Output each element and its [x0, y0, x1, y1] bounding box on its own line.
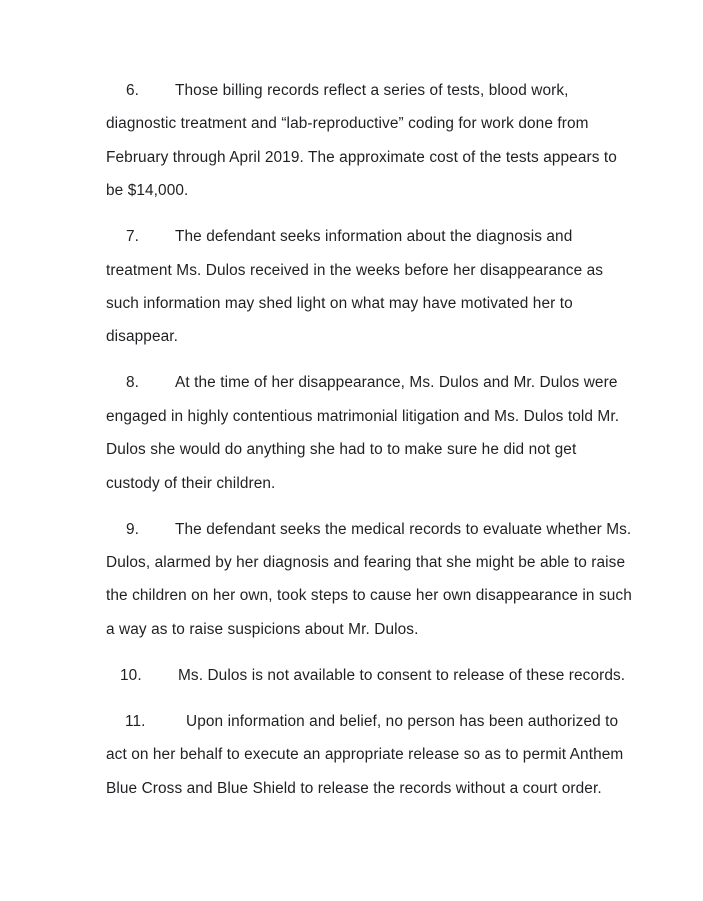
list-paragraph [106, 705, 634, 805]
paragraph-text: Upon information and belief, no person has been authorized to act on her behalf to execute an appropriate release so as to permit Anthem Blue Cross and Blue Shield to release the records without a court order. [106, 712, 624, 797]
paragraph-text: The defendant seeks the medical records to evaluate whether Ms. Dulos, alarmed by her diagnosis and fearing that she might be able to raise the children on her own, took steps to cause her own disappearance in such a way as to raise suspicions about Mr. Dulos. [106, 520, 632, 638]
list-paragraph [106, 513, 634, 647]
paragraph-number: 9. [126, 520, 140, 538]
list-paragraph [106, 220, 634, 354]
paragraph-text: The defendant seeks information about the diagnosis and treatment Ms. Dulos received in the weeks before her disappearance as such information may shed light on what may have motivated her to disappear. [106, 228, 604, 346]
paragraph-number: 6. [126, 82, 140, 99]
paragraph-number: 10. [120, 666, 142, 684]
paragraph-number: 11. [125, 712, 146, 730]
paragraph-number: 7. [126, 228, 140, 246]
list-paragraph [106, 74, 634, 208]
paragraph-text: At the time of her disappearance, Ms. Dulos and Mr. Dulos were engaged in highly contentious matrimonial litigation and Ms. Dulos told Mr. Dulos she would do anything she had to to make sure he did not get custody of their children. [106, 374, 620, 492]
list-paragraph [106, 659, 634, 692]
list-paragraph [106, 366, 634, 500]
document-body [106, 74, 634, 818]
paragraph-text: Ms. Dulos is not available to consent to release of these records. [178, 666, 626, 684]
paragraph-text: Those billing records reflect a series of tests, blood work, diagnostic treatment and “lab-reproductive” coding for work done from February through April 2019. The approximate cost of the tests appears to be $14,000. [106, 82, 617, 200]
paragraph-number: 8. [126, 374, 140, 392]
